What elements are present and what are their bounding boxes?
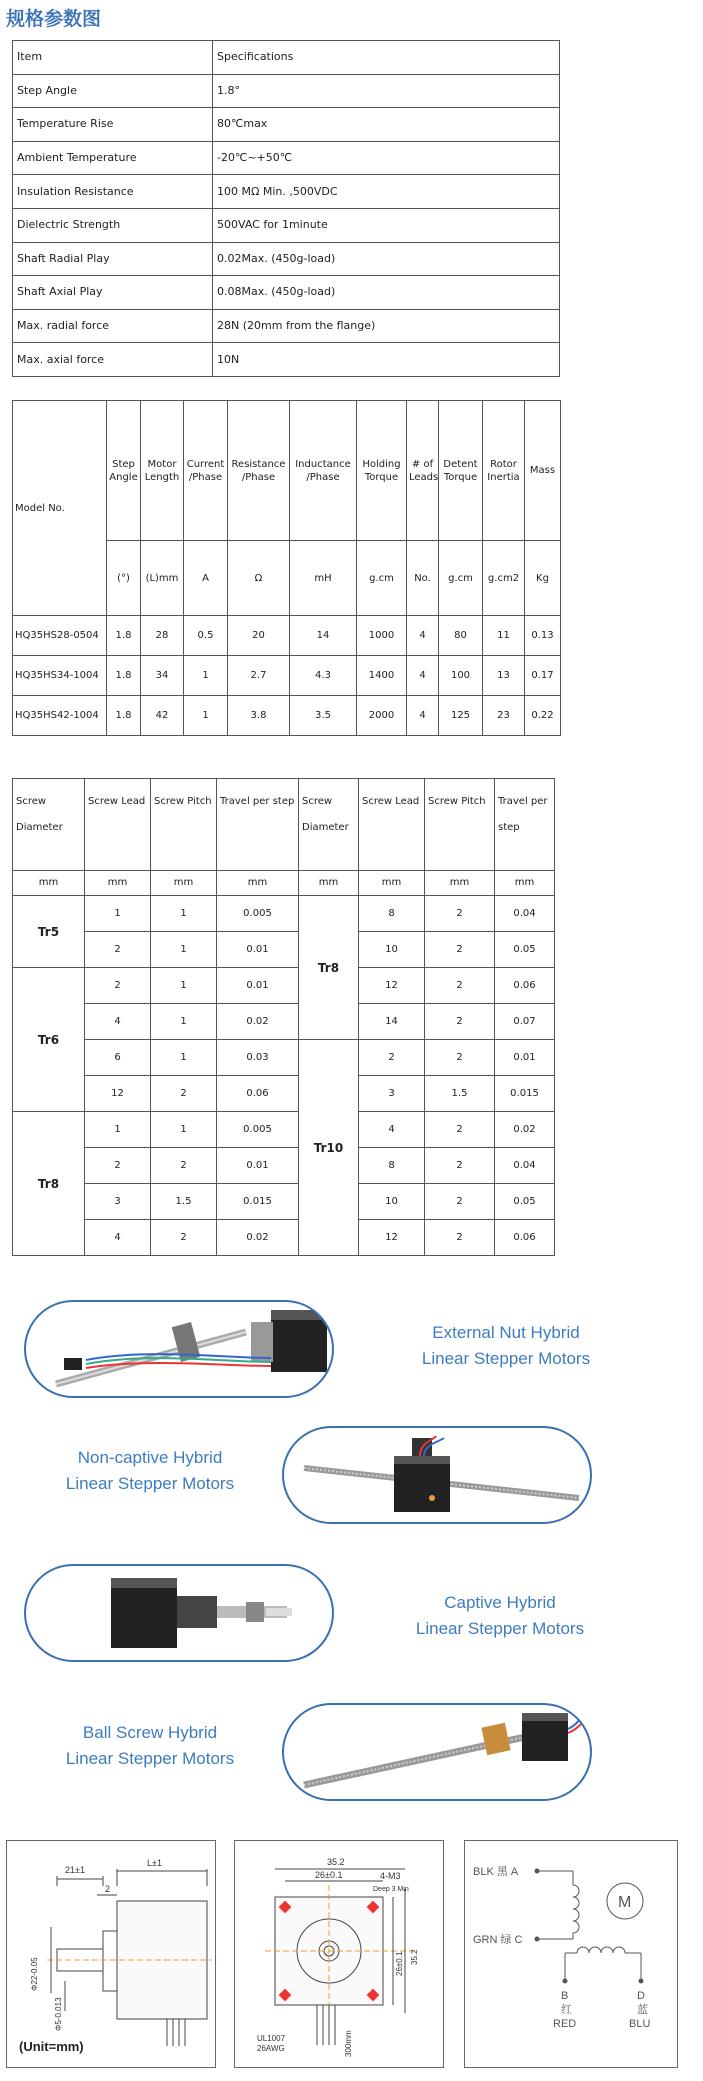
front-dim-a: 35.2 bbox=[327, 1857, 345, 1867]
screw-header-cell: Screw Pitch bbox=[151, 779, 217, 871]
screw-value: 1 bbox=[151, 1112, 217, 1148]
screw-value: 0.06 bbox=[495, 968, 555, 1004]
screw-value: 0.05 bbox=[495, 1184, 555, 1220]
model-value: 0.17 bbox=[525, 656, 561, 696]
spec-item: Max. axial force bbox=[13, 343, 213, 377]
model-value: 1 bbox=[184, 656, 228, 696]
screw-value: 1.5 bbox=[425, 1076, 495, 1112]
model-unit-cell: g.cm bbox=[357, 541, 407, 616]
model-value: 125 bbox=[439, 696, 483, 736]
model-value: 3.8 bbox=[228, 696, 290, 736]
screw-value: 0.005 bbox=[217, 896, 299, 932]
screw-value: 1 bbox=[151, 1004, 217, 1040]
model-value: 2.7 bbox=[228, 656, 290, 696]
front-dim-c: 4-M3 bbox=[380, 1871, 401, 1881]
screw-value: 8 bbox=[359, 896, 425, 932]
screw-row bbox=[13, 932, 555, 968]
screw-value: 14 bbox=[359, 1004, 425, 1040]
screw-diameter-group: Tr8 bbox=[13, 1112, 85, 1256]
screw-value: 0.01 bbox=[217, 1148, 299, 1184]
screw-value: 0.01 bbox=[217, 932, 299, 968]
model-row bbox=[13, 616, 561, 656]
spec-value: -20℃~+50℃ bbox=[213, 141, 560, 175]
model-unit-cell: g.cm2 bbox=[483, 541, 525, 616]
model-unit-cell: Ω bbox=[228, 541, 290, 616]
front-view-drawing bbox=[234, 1840, 444, 2068]
screw-value: 2 bbox=[425, 1040, 495, 1076]
model-value: 34 bbox=[141, 656, 184, 696]
model-value: 3.5 bbox=[290, 696, 357, 736]
screw-value: 2 bbox=[85, 932, 151, 968]
wire-b-en: RED bbox=[553, 2018, 577, 2030]
spec-item: Ambient Temperature bbox=[13, 141, 213, 175]
spec-row bbox=[13, 141, 560, 175]
captive-label: Captive Hybrid Linear Stepper Motors bbox=[415, 1593, 585, 1638]
model-value: 1000 bbox=[357, 616, 407, 656]
spec-row bbox=[13, 41, 560, 75]
screw-value: 2 bbox=[425, 1004, 495, 1040]
model-value: 28 bbox=[141, 616, 184, 656]
non-captive-label: Non-captive Hybrid Linear Stepper Motors bbox=[65, 1448, 235, 1493]
wire-grn-label: GRN 绿 C bbox=[473, 1934, 523, 1946]
screw-header-cell: Screw Pitch bbox=[425, 779, 495, 871]
screw-header-cell: Travel per step bbox=[217, 779, 299, 871]
side-dim-c: 2 bbox=[105, 1884, 111, 1894]
screw-value: 0.02 bbox=[495, 1112, 555, 1148]
screw-unit-cell: mm bbox=[151, 871, 217, 896]
screw-value: 0.015 bbox=[217, 1184, 299, 1220]
side-dim-b: L±1 bbox=[147, 1858, 162, 1868]
front-dim-h: 26AWG bbox=[257, 2044, 285, 2053]
spec-value: Specifications bbox=[213, 41, 560, 75]
model-value: 1.8 bbox=[107, 696, 141, 736]
model-value: 4 bbox=[407, 696, 439, 736]
screw-value: 2 bbox=[151, 1148, 217, 1184]
wire-d-letter: D bbox=[637, 1990, 645, 2002]
front-dim-b: 26±0.1 bbox=[315, 1870, 343, 1880]
model-value: 80 bbox=[439, 616, 483, 656]
model-header-cell: Inductance /Phase bbox=[290, 401, 357, 541]
model-value: 0.5 bbox=[184, 616, 228, 656]
screw-value: 1 bbox=[151, 932, 217, 968]
screw-row bbox=[13, 1112, 555, 1148]
specification-table bbox=[12, 40, 560, 377]
model-value: 1.8 bbox=[107, 616, 141, 656]
spec-item: Step Angle bbox=[13, 74, 213, 108]
model-name: HQ35HS34-1004 bbox=[13, 656, 107, 696]
spec-row bbox=[13, 108, 560, 142]
model-header-cell: Detent Torque bbox=[439, 401, 483, 541]
screw-value: 1.5 bbox=[151, 1184, 217, 1220]
ball-screw-motor-image bbox=[282, 1703, 592, 1801]
model-header-cell: Rotor Inertia bbox=[483, 401, 525, 541]
model-value: 0.22 bbox=[525, 696, 561, 736]
side-dim-a: 21±1 bbox=[65, 1865, 85, 1875]
spec-row bbox=[13, 74, 560, 108]
screw-unit-cell: mm bbox=[217, 871, 299, 896]
screw-value: 2 bbox=[425, 968, 495, 1004]
screw-value: 0.06 bbox=[495, 1220, 555, 1256]
screw-row bbox=[13, 1040, 555, 1076]
spec-item: Max. radial force bbox=[13, 309, 213, 343]
model-value: 0.13 bbox=[525, 616, 561, 656]
screw-row bbox=[13, 1184, 555, 1220]
screw-value: 10 bbox=[359, 932, 425, 968]
screw-value: 2 bbox=[85, 1148, 151, 1184]
screw-diameter-group: Tr8 bbox=[299, 896, 359, 1040]
screw-diameter-group: Tr10 bbox=[299, 1040, 359, 1256]
screw-header-cell: Screw Diameter bbox=[299, 779, 359, 871]
screw-row bbox=[13, 1148, 555, 1184]
side-view-drawing bbox=[6, 1840, 216, 2068]
model-header-cell: Holding Torque bbox=[357, 401, 407, 541]
front-dim-e: 26±0.1 bbox=[395, 1951, 404, 1976]
side-dim-d: Φ22-0.05 bbox=[30, 1957, 39, 1991]
screw-value: 12 bbox=[359, 1220, 425, 1256]
model-unit-cell: (°) bbox=[107, 541, 141, 616]
screw-header-cell: Travel per step bbox=[495, 779, 555, 871]
screw-value: 0.01 bbox=[217, 968, 299, 1004]
screw-value: 1 bbox=[85, 896, 151, 932]
screw-value: 2 bbox=[359, 1040, 425, 1076]
model-unit-cell: (L)mm bbox=[141, 541, 184, 616]
screw-value: 3 bbox=[359, 1076, 425, 1112]
screw-diameter-group: Tr5 bbox=[13, 896, 85, 968]
model-row bbox=[13, 656, 561, 696]
model-value: 2000 bbox=[357, 696, 407, 736]
model-value: 23 bbox=[483, 696, 525, 736]
model-header-cell: Motor Length bbox=[141, 401, 184, 541]
screw-header-cell: Screw Lead bbox=[359, 779, 425, 871]
screw-unit-cell: mm bbox=[13, 871, 85, 896]
screw-unit-cell: mm bbox=[299, 871, 359, 896]
captive-motor-image bbox=[24, 1564, 334, 1662]
model-value: 4.3 bbox=[290, 656, 357, 696]
screw-value: 2 bbox=[85, 968, 151, 1004]
motor-symbol-label: M bbox=[618, 1894, 632, 1911]
external-nut-label: External Nut Hybrid Linear Stepper Motors bbox=[421, 1323, 591, 1368]
model-value: 14 bbox=[290, 616, 357, 656]
front-dim-d: Deep 3 Min bbox=[373, 1886, 409, 1893]
front-dim-i: 300mm bbox=[344, 2030, 353, 2057]
screw-value: 12 bbox=[85, 1076, 151, 1112]
model-header-cell: Mass bbox=[525, 401, 561, 541]
screw-value: 10 bbox=[359, 1184, 425, 1220]
screw-row bbox=[13, 1076, 555, 1112]
model-header-cell: # of Leads bbox=[407, 401, 439, 541]
screw-row bbox=[13, 1220, 555, 1256]
spec-value: 28N (20mm from the flange) bbox=[213, 309, 560, 343]
screw-value: 0.03 bbox=[217, 1040, 299, 1076]
external-nut-motor-image bbox=[24, 1300, 334, 1398]
spec-row bbox=[13, 343, 560, 377]
wire-d-en: BLU bbox=[629, 2018, 651, 2030]
spec-row bbox=[13, 175, 560, 209]
wire-d-cn: 蓝 bbox=[637, 2004, 648, 2016]
wire-blk-label: BLK 黑 A bbox=[473, 1866, 519, 1878]
screw-value: 8 bbox=[359, 1148, 425, 1184]
screw-value: 1 bbox=[151, 1040, 217, 1076]
screw-row bbox=[13, 968, 555, 1004]
wire-b-cn: 红 bbox=[561, 2004, 572, 2016]
spec-value: 100 MΩ Min. ,500VDC bbox=[213, 175, 560, 209]
spec-value: 0.02Max. (450g-load) bbox=[213, 242, 560, 276]
screw-value: 2 bbox=[425, 896, 495, 932]
model-unit-cell: A bbox=[184, 541, 228, 616]
screw-value: 1 bbox=[151, 968, 217, 1004]
model-value: 4 bbox=[407, 616, 439, 656]
screw-row bbox=[13, 1004, 555, 1040]
screw-value: 0.02 bbox=[217, 1220, 299, 1256]
screw-header-cell: Screw Diameter bbox=[13, 779, 85, 871]
screw-value: 12 bbox=[359, 968, 425, 1004]
spec-item: Shaft Radial Play bbox=[13, 242, 213, 276]
model-unit-cell: No. bbox=[407, 541, 439, 616]
non-captive-motor-image bbox=[282, 1426, 592, 1524]
screw-value: 2 bbox=[425, 932, 495, 968]
screw-value: 1 bbox=[151, 896, 217, 932]
spec-value: 0.08Max. (450g-load) bbox=[213, 276, 560, 310]
model-value: 11 bbox=[483, 616, 525, 656]
screw-diameter-group: Tr6 bbox=[13, 968, 85, 1112]
screw-value: 0.04 bbox=[495, 1148, 555, 1184]
side-dim-e: Φ5-0.013 bbox=[54, 1997, 63, 2031]
front-dim-f: 35.2 bbox=[410, 1949, 419, 1965]
spec-row bbox=[13, 309, 560, 343]
spec-item: Shaft Axial Play bbox=[13, 276, 213, 310]
screw-unit-cell: mm bbox=[425, 871, 495, 896]
screw-value: 0.05 bbox=[495, 932, 555, 968]
spec-value: 80℃max bbox=[213, 108, 560, 142]
spec-item: Insulation Resistance bbox=[13, 175, 213, 209]
screw-value: 0.02 bbox=[217, 1004, 299, 1040]
model-unit-cell: mH bbox=[290, 541, 357, 616]
screw-value: 0.07 bbox=[495, 1004, 555, 1040]
model-value: 100 bbox=[439, 656, 483, 696]
model-table bbox=[12, 400, 561, 736]
unit-label: (Unit=mm) bbox=[19, 2039, 84, 2054]
wiring-diagram bbox=[464, 1840, 678, 2068]
wire-b-letter: B bbox=[561, 1990, 569, 2002]
spec-row bbox=[13, 276, 560, 310]
spec-value: 10N bbox=[213, 343, 560, 377]
model-unit-cell: Kg bbox=[525, 541, 561, 616]
screw-value: 2 bbox=[425, 1184, 495, 1220]
model-value: 20 bbox=[228, 616, 290, 656]
spec-value: 1.8° bbox=[213, 74, 560, 108]
screw-unit-cell: mm bbox=[495, 871, 555, 896]
model-value: 13 bbox=[483, 656, 525, 696]
screw-value: 0.015 bbox=[495, 1076, 555, 1112]
model-value: 1400 bbox=[357, 656, 407, 696]
screw-table bbox=[12, 778, 555, 1256]
model-value: 4 bbox=[407, 656, 439, 696]
model-header-cell: Step Angle bbox=[107, 401, 141, 541]
screw-value: 2 bbox=[151, 1076, 217, 1112]
spec-item: Dielectric Strength bbox=[13, 208, 213, 242]
screw-value: 1 bbox=[85, 1112, 151, 1148]
model-row bbox=[13, 696, 561, 736]
model-header-cell: Resistance /Phase bbox=[228, 401, 290, 541]
screw-value: 2 bbox=[425, 1220, 495, 1256]
front-dim-g: UL1007 bbox=[257, 2034, 286, 2043]
page-title: 规格参数图 bbox=[6, 8, 102, 30]
screw-value: 0.06 bbox=[217, 1076, 299, 1112]
model-name: HQ35HS42-1004 bbox=[13, 696, 107, 736]
screw-value: 0.04 bbox=[495, 896, 555, 932]
model-value: 1.8 bbox=[107, 656, 141, 696]
screw-value: 4 bbox=[85, 1220, 151, 1256]
spec-item: Item bbox=[13, 41, 213, 75]
model-unit-cell: g.cm bbox=[439, 541, 483, 616]
spec-item: Temperature Rise bbox=[13, 108, 213, 142]
model-no-header: Model No. bbox=[13, 401, 107, 616]
screw-value: 6 bbox=[85, 1040, 151, 1076]
model-value: 1 bbox=[184, 696, 228, 736]
model-name: HQ35HS28-0504 bbox=[13, 616, 107, 656]
screw-value: 0.01 bbox=[495, 1040, 555, 1076]
ball-screw-label: Ball Screw Hybrid Linear Stepper Motors bbox=[65, 1723, 235, 1768]
screw-value: 4 bbox=[359, 1112, 425, 1148]
model-header-cell: Current /Phase bbox=[184, 401, 228, 541]
spec-value: 500VAC for 1minute bbox=[213, 208, 560, 242]
screw-value: 2 bbox=[151, 1220, 217, 1256]
screw-header-cell: Screw Lead bbox=[85, 779, 151, 871]
spec-row bbox=[13, 208, 560, 242]
screw-value: 0.005 bbox=[217, 1112, 299, 1148]
screw-unit-cell: mm bbox=[359, 871, 425, 896]
screw-value: 2 bbox=[425, 1112, 495, 1148]
spec-row bbox=[13, 242, 560, 276]
screw-value: 4 bbox=[85, 1004, 151, 1040]
screw-value: 3 bbox=[85, 1184, 151, 1220]
screw-row bbox=[13, 896, 555, 932]
screw-value: 2 bbox=[425, 1148, 495, 1184]
model-value: 42 bbox=[141, 696, 184, 736]
screw-unit-cell: mm bbox=[85, 871, 151, 896]
